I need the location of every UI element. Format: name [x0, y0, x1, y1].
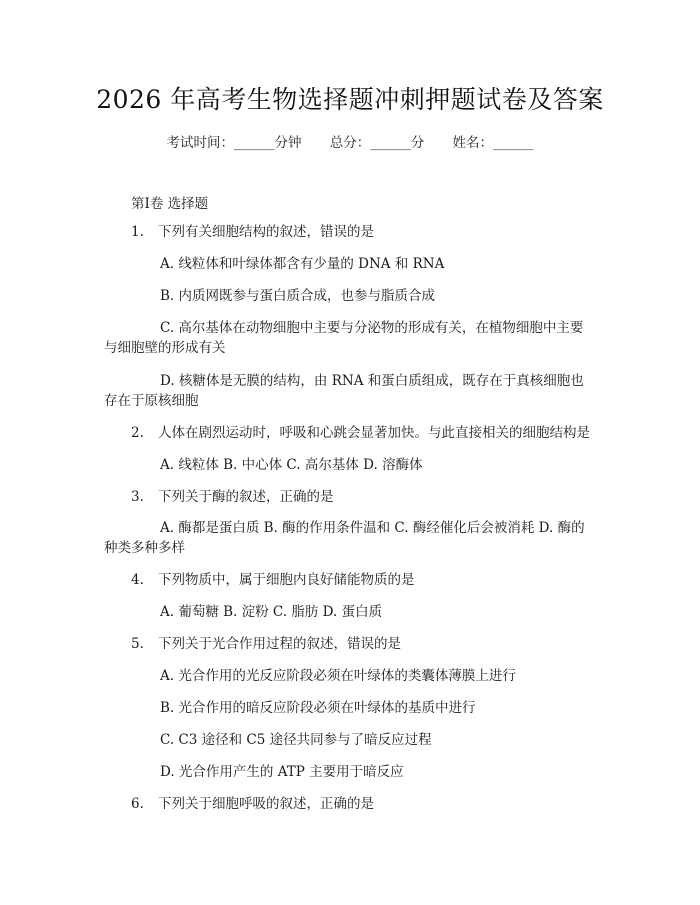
- option: D. 核糖体是无膜的结构，由 RNA 和蛋白质组成，既存在于真核细胞也存在于原核细胞: [104, 373, 584, 409]
- question-number: 3.: [131, 489, 144, 505]
- page-title: 2026 年高考生物选择题冲刺押题试卷及答案: [96, 85, 604, 114]
- option: A. 线粒体 B. 中心体 C. 高尔基体 D. 溶酶体: [160, 457, 423, 473]
- question-text: 人体在剧烈运动时，呼吸和心跳会显著加快。与此直接相关的细胞结构是: [158, 425, 590, 441]
- question-number: 5.: [131, 636, 144, 652]
- question-number: 6.: [131, 796, 144, 812]
- option: D. 光合作用产生的 ATP 主要用于暗反应: [160, 764, 404, 780]
- option: A. 光合作用的光反应阶段必须在叶绿体的类囊体薄膜上进行: [160, 668, 516, 684]
- question-number: 2.: [131, 425, 144, 441]
- question-text: 下列关于酶的叙述，正确的是: [158, 489, 334, 505]
- exam-time: 考试时间：______分钟: [166, 135, 302, 151]
- option: B. 内质网既参与蛋白质合成，也参与脂质合成: [160, 288, 436, 304]
- question-text: 下列关于光合作用过程的叙述，错误的是: [158, 636, 401, 652]
- option: C. C3 途径和 C5 途径共同参与了暗反应过程: [160, 732, 432, 748]
- option: B. 光合作用的暗反应阶段必须在叶绿体的基质中进行: [160, 700, 476, 716]
- exam-score: 总分：______分: [329, 135, 425, 151]
- student-name: 姓名：______: [452, 135, 534, 151]
- option: C. 高尔基体在动物细胞中主要与分泌物的形成有关，在植物细胞中主要与细胞壁的形成有关: [104, 320, 584, 356]
- question-number: 4.: [131, 572, 144, 588]
- option: A. 酶都是蛋白质 B. 酶的作用条件温和 C. 酶经催化后会被消耗 D. 酶的种类多种多样: [104, 520, 585, 556]
- question-text: 下列物质中，属于细胞内良好储能物质的是: [158, 572, 415, 588]
- question-number: 1.: [131, 224, 144, 240]
- question-text: 下列有关细胞结构的叙述，错误的是: [158, 224, 374, 240]
- question-text: 下列关于细胞呼吸的叙述，正确的是: [158, 796, 374, 812]
- exam-meta: [0, 131, 700, 151]
- option: A. 葡萄糖 B. 淀粉 C. 脂肪 D. 蛋白质: [160, 604, 383, 620]
- option: A. 线粒体和叶绿体都含有少量的 DNA 和 RNA: [160, 256, 445, 272]
- section-heading: 第Ⅰ卷 选择题: [131, 196, 209, 212]
